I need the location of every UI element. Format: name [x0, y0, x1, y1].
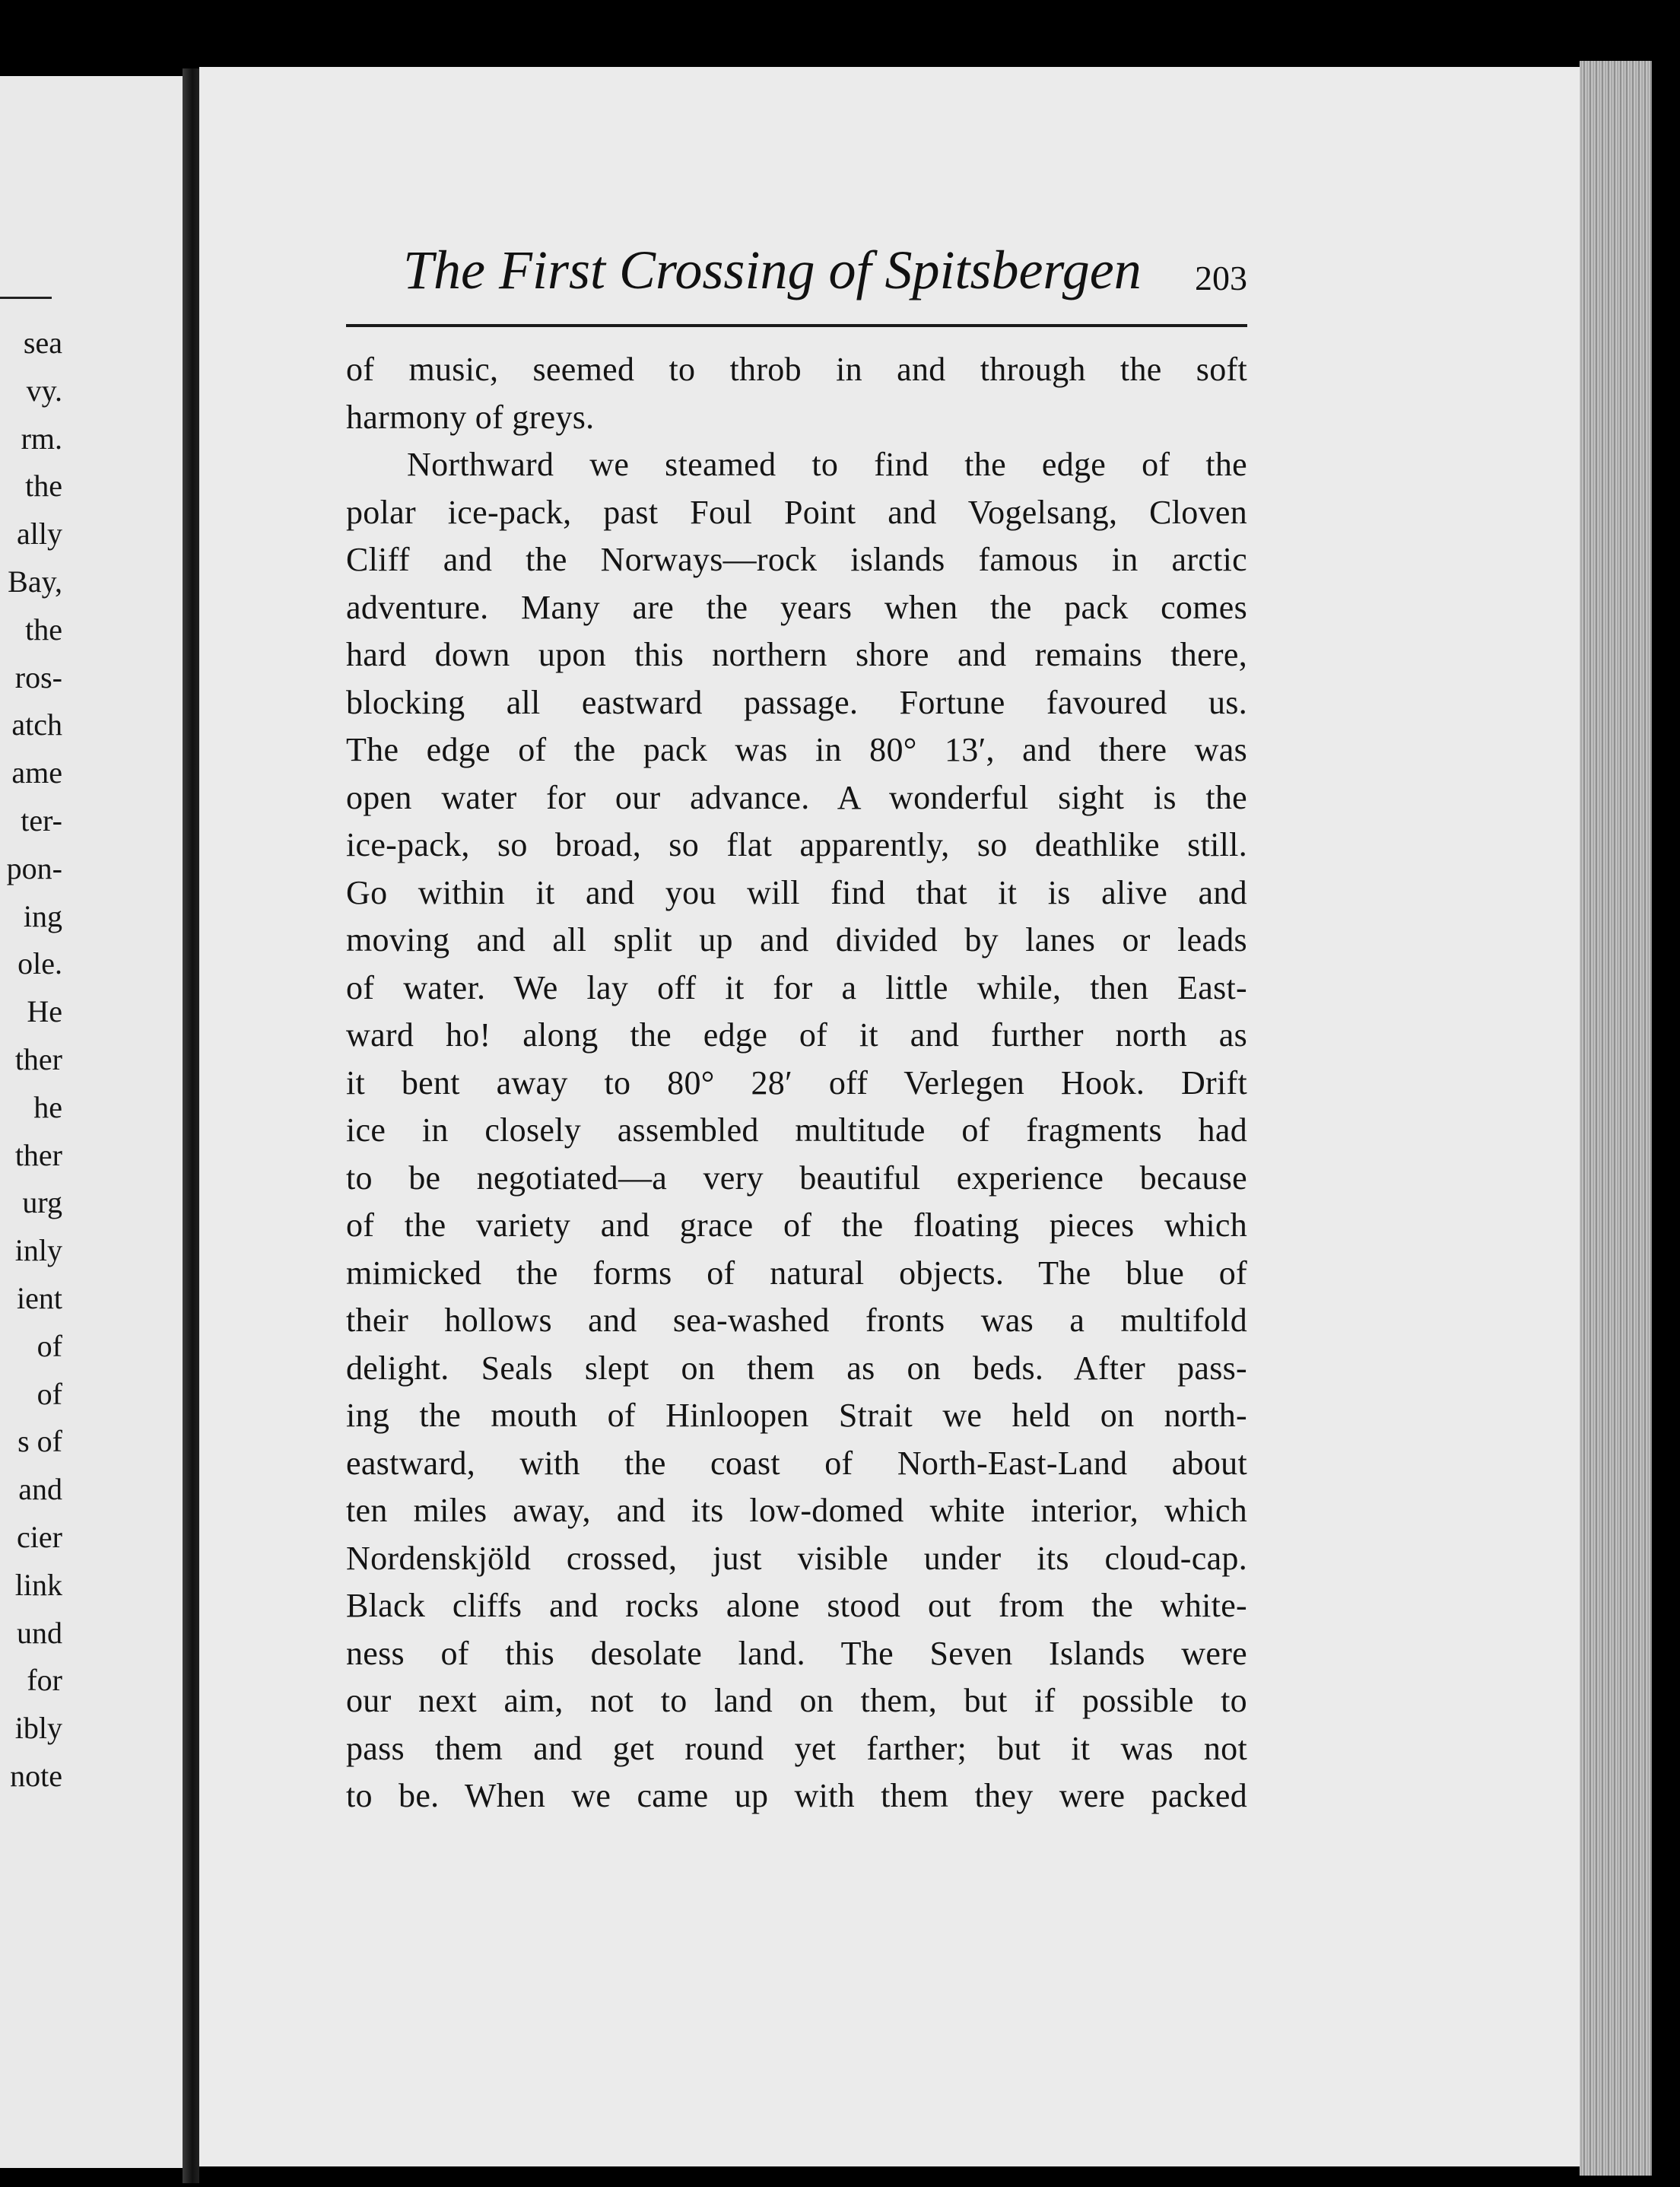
running-header [346, 232, 1247, 327]
text-line: ness of this desolate land. The Seven Islands were [346, 1634, 1247, 1672]
facing-page-header-rule [0, 297, 52, 299]
text-line: our next aim, not to land on them, but if possible to [346, 1682, 1247, 1719]
text-line: moving and all split up and divided by lanes or leads [346, 921, 1247, 958]
facing-page-line: ther [14, 1041, 62, 1076]
text-line: pass them and get round yet farther; but it was not [346, 1729, 1247, 1767]
text-line: ice in closely assembled multitude of fragments had [346, 1111, 1247, 1149]
text-line: The edge of the pack was in 80° 13′, and there was [346, 731, 1247, 768]
text-line: ten miles away, and its low-domed white interior, which [346, 1492, 1247, 1529]
facing-page-line: cier [17, 1519, 62, 1554]
text-line: Black cliffs and rocks alone stood out from the white- [346, 1587, 1247, 1624]
text-line: of music, seemed to throb in and through the soft [346, 351, 1247, 388]
text-line: blocking all eastward passage. Fortune favoured us. [346, 683, 1247, 721]
text-line: to be negotiated—a very beautiful experience because [346, 1159, 1247, 1197]
facing-page-text-fragments [0, 319, 62, 1801]
facing-page-line: sea [23, 326, 62, 360]
text-line: ice-pack, so broad, so flat apparently, so deathlike still. [346, 826, 1247, 863]
text-line: adventure. Many are the years when the pack comes [346, 588, 1247, 626]
facing-page-line: ient [17, 1280, 62, 1315]
facing-page-line: ros- [14, 660, 62, 695]
facing-page-line: ther [14, 1137, 62, 1172]
page-edge-stack [1580, 61, 1652, 2176]
text-line: polar ice-pack, past Foul Point and Vogelsang, Cloven [346, 493, 1247, 531]
text-line: of the variety and grace of the floating pieces which [346, 1206, 1247, 1244]
facing-page-line: ally [17, 517, 62, 552]
facing-page-line: of [37, 1376, 62, 1411]
facing-page-line: ter- [21, 803, 62, 838]
text-line: eastward, with the coast of North-East-Land about [346, 1444, 1247, 1482]
facing-page-line: he [33, 1089, 62, 1124]
facing-page-line: note [10, 1758, 62, 1793]
facing-page-line: rm. [21, 421, 62, 456]
facing-page-line: ame [11, 755, 62, 790]
facing-page-line: link [14, 1567, 62, 1602]
text-line: to be. When we came up with them they were packed [346, 1777, 1247, 1814]
text-line: Cliff and the Norways—rock islands famous in arctic [346, 541, 1247, 578]
text-line: Northward we steamed to find the edge of the [407, 446, 1247, 483]
paragraph [346, 346, 1247, 441]
text-line: hard down upon this northern shore and remains there, [346, 636, 1247, 673]
facing-page-line: ole. [17, 946, 62, 981]
text-line: mimicked the forms of natural objects. The blue of [346, 1254, 1247, 1292]
facing-page-line: und [17, 1615, 62, 1650]
facing-page-line: He [27, 994, 62, 1029]
facing-page-line: urg [22, 1185, 62, 1220]
page-number: 203 [1195, 259, 1247, 297]
facing-page-line: the [25, 612, 62, 647]
facing-page-line: inly [14, 1233, 62, 1268]
text-line: harmony of greys. [346, 398, 595, 436]
text-line: ward ho! along the edge of it and further north as [346, 1016, 1247, 1054]
facing-page-line: the [25, 469, 62, 504]
text-line: ing the mouth of Hinloopen Strait we held on north- [346, 1397, 1247, 1434]
facing-page-line: ibly [14, 1711, 62, 1746]
text-line: open water for our advance. A wonderful sight is the [346, 778, 1247, 816]
facing-page-line: pon- [6, 850, 62, 885]
text-line: of water. We lay off it for a little while, then East- [346, 968, 1247, 1006]
facing-page-line: atch [11, 707, 62, 742]
text-line: Go within it and you will find that it is alive and [346, 873, 1247, 911]
text-line: delight. Seals slept on them as on beds. After pass- [346, 1349, 1247, 1387]
text-line: their hollows and sea-washed fronts was a multifold [346, 1302, 1247, 1339]
header-rule [346, 324, 1247, 327]
paragraph [346, 441, 1247, 1820]
facing-page-line: for [27, 1663, 62, 1698]
facing-page-line: of [37, 1328, 62, 1363]
running-title: The First Crossing of Spitsbergen [403, 240, 1142, 300]
facing-page-line: Bay, [8, 564, 62, 599]
facing-page-line: s of [17, 1424, 62, 1459]
text-line: Nordenskjöld crossed, just visible under its cloud-cap. [346, 1539, 1247, 1577]
facing-page-line: ing [23, 898, 62, 933]
facing-page-line: vy. [26, 373, 62, 408]
book-gutter [183, 68, 199, 2183]
facing-page-line: and [18, 1472, 62, 1507]
text-line: it bent away to 80° 28′ off Verlegen Hook. Drift [346, 1063, 1247, 1101]
body-text [346, 346, 1247, 1820]
